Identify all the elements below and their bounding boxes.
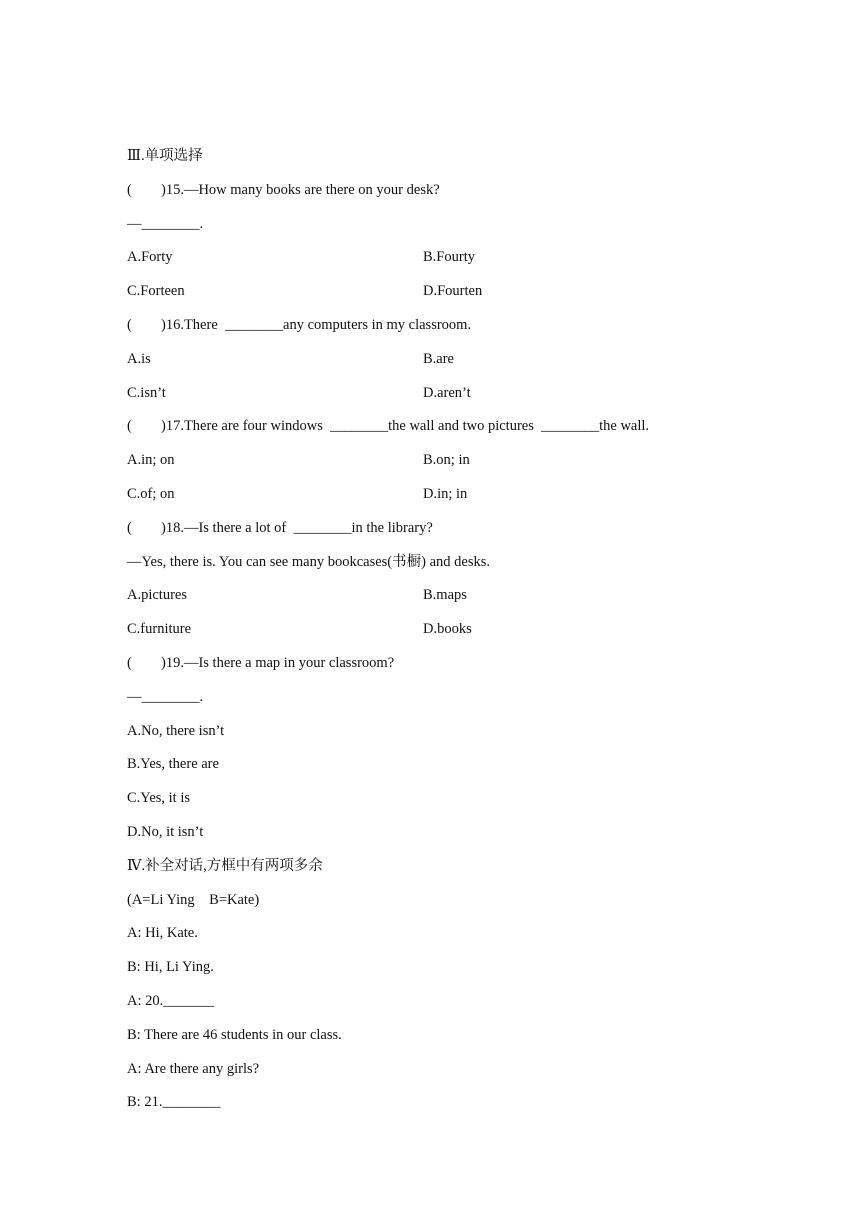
option-c: C.furniture bbox=[127, 621, 192, 638]
question-15-options-row-2 bbox=[127, 275, 747, 309]
question-15-text: )15.—How many books are there on your desk? bbox=[161, 181, 440, 198]
answer-bracket: ( bbox=[127, 654, 132, 671]
question-18 bbox=[127, 512, 747, 546]
question-19-answer-line: —________. bbox=[127, 688, 204, 705]
question-16-options-row-1 bbox=[127, 343, 747, 377]
option-c: C.of; on bbox=[127, 485, 175, 502]
dialogue-roles: (A=Li Ying B=Kate) bbox=[127, 891, 260, 908]
option-a: A.pictures bbox=[127, 587, 187, 604]
question-15-answer-line: —________. bbox=[127, 215, 204, 232]
option-a: A.is bbox=[127, 350, 151, 367]
dialogue-line: B: 21.________ bbox=[127, 1094, 221, 1111]
answer-bracket: ( bbox=[127, 181, 132, 198]
question-18-text: )18.—Is there a lot of ________in the library? bbox=[161, 519, 433, 536]
answer-bracket: ( bbox=[127, 316, 132, 333]
option-b: B.are bbox=[423, 350, 454, 367]
dialogue-line: B: Hi, Li Ying. bbox=[127, 959, 214, 976]
option-b: B.on; in bbox=[423, 452, 470, 469]
question-17-options-row-2 bbox=[127, 478, 747, 512]
question-17-text: )17.There are four windows ________the wall and two pictures ________the wall. bbox=[161, 418, 650, 435]
option-d: D.Fourten bbox=[423, 283, 483, 300]
question-16 bbox=[127, 309, 747, 343]
option-b: B.Yes, there are bbox=[127, 756, 219, 773]
question-17 bbox=[127, 410, 747, 444]
option-c: C.isn’t bbox=[127, 384, 166, 401]
option-c: C.Yes, it is bbox=[127, 790, 190, 807]
question-19-text: )19.—Is there a map in your classroom? bbox=[161, 654, 395, 671]
option-d: D.No, it isn’t bbox=[127, 823, 204, 840]
option-b: B.Fourty bbox=[423, 249, 475, 266]
dialogue-line: A: 20._______ bbox=[127, 992, 214, 1009]
option-b: B.maps bbox=[423, 587, 467, 604]
question-18-options-row-2 bbox=[127, 613, 747, 647]
question-16-text: )16.There ________any computers in my classroom. bbox=[161, 316, 472, 333]
question-15 bbox=[127, 174, 747, 208]
question-17-options-row-1 bbox=[127, 444, 747, 478]
dialogue-line: A: Hi, Kate. bbox=[127, 925, 198, 942]
option-a: A.in; on bbox=[127, 452, 175, 469]
section-3-heading: Ⅲ.单项选择 bbox=[127, 148, 203, 164]
section-4-heading: Ⅳ.补全对话,方框中有两项多余 bbox=[127, 857, 323, 874]
answer-bracket: ( bbox=[127, 519, 132, 536]
question-16-options-row-2 bbox=[127, 377, 747, 411]
option-d: D.books bbox=[423, 621, 472, 638]
option-c: C.Forteen bbox=[127, 283, 185, 300]
option-a: A.No, there isn’t bbox=[127, 722, 225, 739]
option-d: D.aren’t bbox=[423, 384, 471, 401]
question-15-options-row-1 bbox=[127, 241, 747, 275]
dialogue-line: B: There are 46 students in our class. bbox=[127, 1026, 342, 1043]
worksheet-page bbox=[127, 140, 747, 1120]
dialogue-line: A: Are there any girls? bbox=[127, 1060, 260, 1077]
answer-bracket: ( bbox=[127, 418, 132, 435]
question-19 bbox=[127, 647, 747, 681]
question-18-response: —Yes, there is. You can see many bookcases(书橱) and desks. bbox=[127, 553, 490, 570]
option-a: A.Forty bbox=[127, 249, 173, 266]
option-d: D.in; in bbox=[423, 485, 468, 502]
question-18-options-row-1 bbox=[127, 579, 747, 613]
